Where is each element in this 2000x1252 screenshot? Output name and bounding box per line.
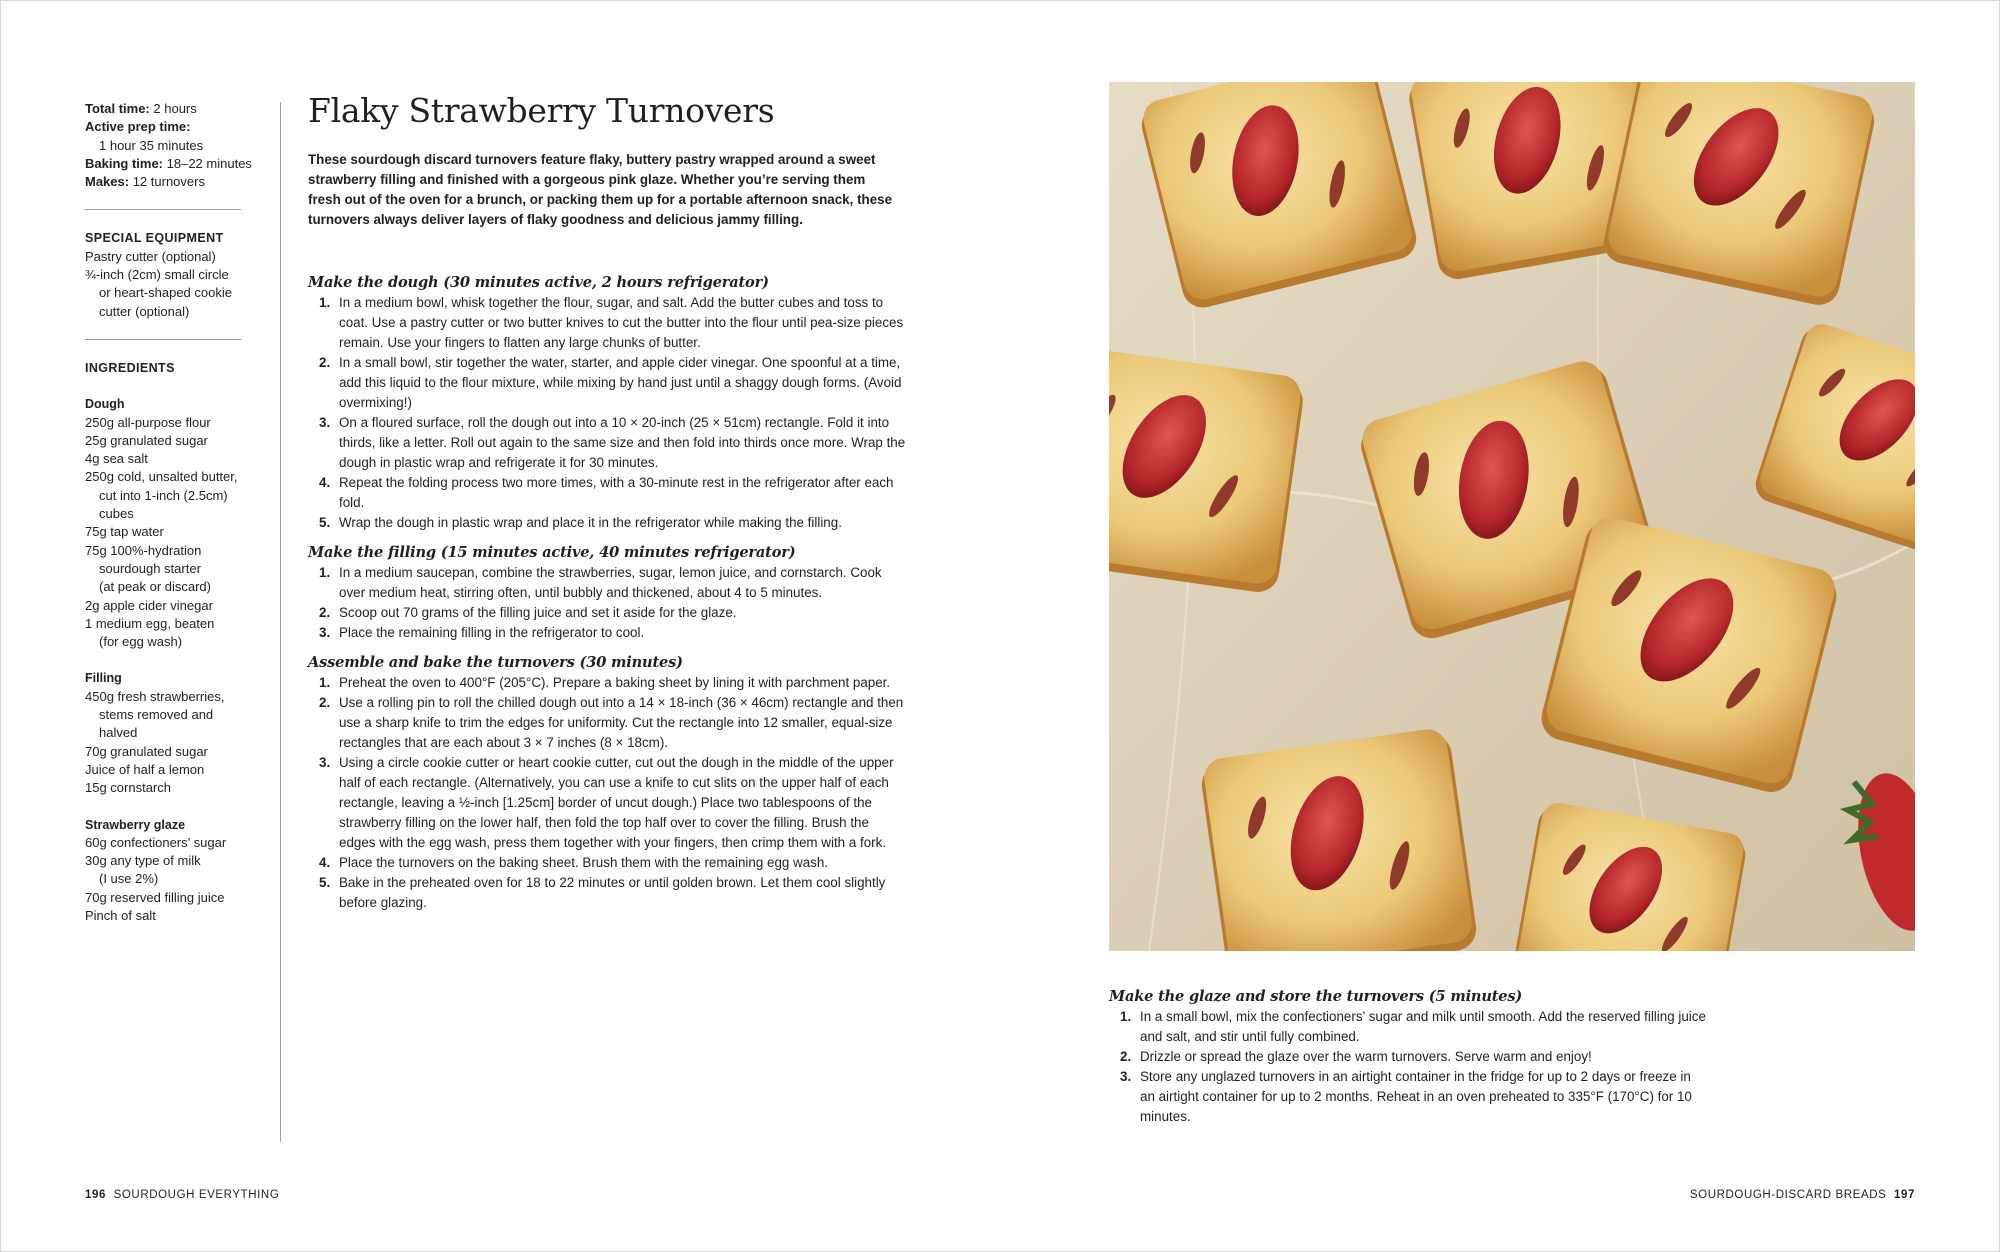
ingredient-line: 70g reserved filling juice <box>85 889 225 905</box>
step <box>308 603 908 623</box>
ingredient-line: sourdough starter <box>99 560 201 576</box>
step <box>308 413 908 473</box>
step <box>308 353 908 413</box>
step <box>1109 1047 1709 1067</box>
recipe-sidebar <box>85 100 275 925</box>
ingredient-line: Pinch of salt <box>85 907 156 923</box>
step-text: Scoop out 70 grams of the filling juice and set it aside for the glaze. <box>339 605 737 620</box>
step <box>1109 1007 1709 1047</box>
step-list <box>308 673 908 913</box>
step <box>308 853 908 873</box>
ingredient-line: 70g granulated sugar <box>85 743 208 759</box>
step-number: 4. <box>319 855 331 870</box>
ingredient-groups <box>85 377 275 925</box>
step-number: 4. <box>319 475 331 490</box>
footer-right <box>1690 1189 1915 1201</box>
step-text: Wrap the dough in plastic wrap and place it in the refrigerator while making the filling. <box>339 515 842 530</box>
step-text: Repeat the folding process two more times, with a 30-minute rest in the refrigerator after each fold. <box>339 475 894 510</box>
ingredient-line: stems removed and <box>99 707 214 723</box>
step-number: 5. <box>319 875 331 890</box>
ingredient-line: 75g 100%-hydration <box>85 542 202 558</box>
step <box>1109 1067 1709 1127</box>
step-text: In a medium saucepan, combine the strawberries, sugar, lemon juice, and cornstarch. Cook over medium heat, stirring often, until bubbly and thickened, about 4 to 5 minutes. <box>339 565 882 600</box>
ingredient-line: 15g cornstarch <box>85 780 171 796</box>
step <box>308 753 908 853</box>
step-list <box>1109 1007 1709 1127</box>
ingredient-group-heading: Dough <box>85 397 125 412</box>
method-sections <box>308 273 908 913</box>
ingredient-group-heading: Filling <box>85 671 122 686</box>
ingredient-line: 250g all-purpose flour <box>85 414 211 430</box>
step-number: 3. <box>319 415 331 430</box>
step <box>308 693 908 753</box>
step-text: In a medium bowl, whisk together the flour, sugar, and salt. Add the butter cubes and toss to coat. Use a pastry cutter or two butter knives to cut the butter into the flour until pea-size pieces remain. Use your fingers to flatten any large chunks of butter. <box>339 295 904 350</box>
running-head-right: SOURDOUGH-DISCARD BREADS <box>1689 1189 1887 1201</box>
step-text: Drizzle or spread the glaze over the warm turnovers. Serve warm and enjoy! <box>1140 1049 1592 1064</box>
page-number-left: 196 <box>85 1189 106 1201</box>
step <box>308 873 908 913</box>
spacer <box>85 651 275 669</box>
equipment-item: Pastry cutter (optional) <box>85 248 216 264</box>
step <box>308 293 908 353</box>
step-text: Place the turnovers on the baking sheet. Brush them with the remaining egg wash. <box>339 855 829 870</box>
method-section <box>308 273 908 533</box>
baking-time: Baking time: 18–22 minutes <box>85 155 252 171</box>
spacer <box>85 377 275 395</box>
step-text: In a small bowl, stir together the water, starter, and apple cider vinegar. One spoonful at a time, add this liquid to the flour mixture, while mixing by hand just until a shaggy dough forms. (Avoid overmixing!) <box>339 355 902 410</box>
step <box>308 623 908 643</box>
recipe-title: Flaky Strawberry Turnovers <box>308 91 775 130</box>
footer-left <box>85 1189 279 1201</box>
ingredient-line: 25g granulated sugar <box>85 432 208 448</box>
step-number: 3. <box>319 755 331 770</box>
ingredient-line: 30g any type of milk <box>85 853 201 869</box>
step-list <box>308 293 908 533</box>
step-text: Place the remaining filling in the refrigerator to cool. <box>339 625 645 640</box>
active-prep-label: Active prep time: <box>85 119 191 135</box>
ingredient-line: cubes <box>99 506 134 522</box>
step-number: 2. <box>319 355 331 370</box>
step-text: On a floured surface, roll the dough out into a 10 × 20-inch (25 × 51cm) rectangle. Fold it into thirds, like a letter. Roll out again to the same size and then fold into thirds once more. Wrap the dough in plastic wrap and refrigerate it for 30 minutes. <box>339 415 906 470</box>
step-text: Using a circle cookie cutter or heart cookie cutter, cut out the dough in the middle of the upper half of each rectangle. (Alternatively, you can use a knife to cut slits on the upper half of each rectangle, leaving a ½-inch [1.25cm] border of uncut dough.) Place two tablespoons of the strawberry filling on the lower half, then fold the top half over to cover the filling. Brush the edges with the egg wash, press them together with your fingers, then crimp them with a fork. <box>339 755 894 850</box>
ingredient-line: 4g sea salt <box>85 451 148 467</box>
equipment-item: cutter (optional) <box>99 303 190 319</box>
ingredient-line: Juice of half a lemon <box>85 761 205 777</box>
step-text: Bake in the preheated oven for 18 to 22 minutes or until golden brown. Let them cool slightly before glazing. <box>339 875 886 910</box>
equipment-item: ¾-inch (2cm) small circle <box>85 267 229 283</box>
step-text: Use a rolling pin to roll the chilled dough out into a 14 × 18-inch (36 × 46cm) rectangle and then use a sharp knife to trim the edges for uniformity. Cut the rectangle into 12 smaller, equal-size rectangles that are each about 3 × 7 inches (8 × 18cm). <box>339 695 904 750</box>
ingredients-heading: INGREDIENTS <box>85 360 175 375</box>
ingredient-line: (I use 2%) <box>99 871 159 887</box>
equipment-heading: SPECIAL EQUIPMENT <box>85 231 224 246</box>
ingredient-line: 250g cold, unsalted butter, <box>85 469 238 485</box>
step <box>308 563 908 603</box>
total-time: Total time: 2 hours <box>85 101 197 116</box>
recipe-main <box>308 86 908 913</box>
ingredient-line: 1 medium egg, beaten <box>85 615 215 631</box>
spacer <box>85 798 275 816</box>
section-heading: Assemble and bake the turnovers (30 minutes) <box>308 654 683 671</box>
ingredient-line: cut into 1-inch (2.5cm) <box>99 487 228 503</box>
step-number: 3. <box>319 625 331 640</box>
step-number: 2. <box>1120 1049 1132 1064</box>
ingredient-line: (at peak or discard) <box>99 579 211 595</box>
method-section <box>308 653 908 913</box>
step <box>308 473 908 513</box>
step-number: 1. <box>319 295 331 310</box>
ingredient-line: (for egg wash) <box>99 634 183 650</box>
ingredient-line: 75g tap water <box>85 524 164 540</box>
sidebar-divider <box>85 209 241 210</box>
turnovers-photo <box>1109 82 1915 951</box>
running-head-left: SOURDOUGH EVERYTHING <box>113 1189 280 1201</box>
step-number: 1. <box>319 565 331 580</box>
step-text: Preheat the oven to 400°F (205°C). Prepare a baking sheet by lining it with parchment paper. <box>339 675 891 690</box>
step-number: 1. <box>1120 1009 1132 1024</box>
ingredient-group-heading: Strawberry glaze <box>85 817 186 832</box>
equipment-item: or heart-shaped cookie <box>99 285 232 301</box>
sidebar-divider <box>85 339 241 340</box>
method-section <box>1109 987 1709 1127</box>
active-prep-value: 1 hour 35 minutes <box>99 137 204 153</box>
step <box>308 513 908 533</box>
step-text: In a small bowl, mix the confectioners’ sugar and milk until smooth. Add the reserved filling juice and salt, and stir until fully combined. <box>1140 1009 1706 1044</box>
section-heading: Make the dough (30 minutes active, 2 hours refrigerator) <box>308 274 769 291</box>
step-number: 2. <box>319 605 331 620</box>
step-number: 5. <box>319 515 331 530</box>
section-heading: Make the filling (15 minutes active, 40 minutes refrigerator) <box>308 544 796 561</box>
step <box>308 673 908 693</box>
section-heading: Make the glaze and store the turnovers (5 minutes) <box>1109 988 1523 1005</box>
method-section <box>308 543 908 643</box>
ingredient-line: 450g fresh strawberries, <box>85 688 225 704</box>
column-divider <box>280 102 281 1142</box>
ingredient-line: 60g confectioners’ sugar <box>85 834 227 850</box>
recipe-intro: These sourdough discard turnovers feature flaky, buttery pastry wrapped around a sweet strawberry filling and finished with a gorgeous pink glaze. Whether you’re serving them fresh out of the oven for a brunch, or packing them up for a portable afternoon snack, these turnovers always deliver layers of flaky goodness and delicious jammy filling. <box>308 152 893 227</box>
glaze-block <box>1109 987 1709 1127</box>
step-number: 2. <box>319 695 331 710</box>
page-number-right: 197 <box>1894 1189 1915 1201</box>
ingredient-line: 2g apple cider vinegar <box>85 597 213 613</box>
step-text: Store any unglazed turnovers in an airtight container in the fridge for up to 2 days or freeze in an airtight container for up to 2 months. Reheat in an oven preheated to 335°F (170°C) for 10 minutes. <box>1140 1069 1692 1124</box>
step-list <box>308 563 908 643</box>
step-number: 3. <box>1120 1069 1132 1084</box>
glaze-section <box>1109 987 1709 1127</box>
ingredient-line: halved <box>99 725 138 741</box>
step-number: 1. <box>319 675 331 690</box>
turnovers-photo-illustration <box>1109 82 1915 951</box>
makes: Makes: 12 turnovers <box>85 174 205 190</box>
